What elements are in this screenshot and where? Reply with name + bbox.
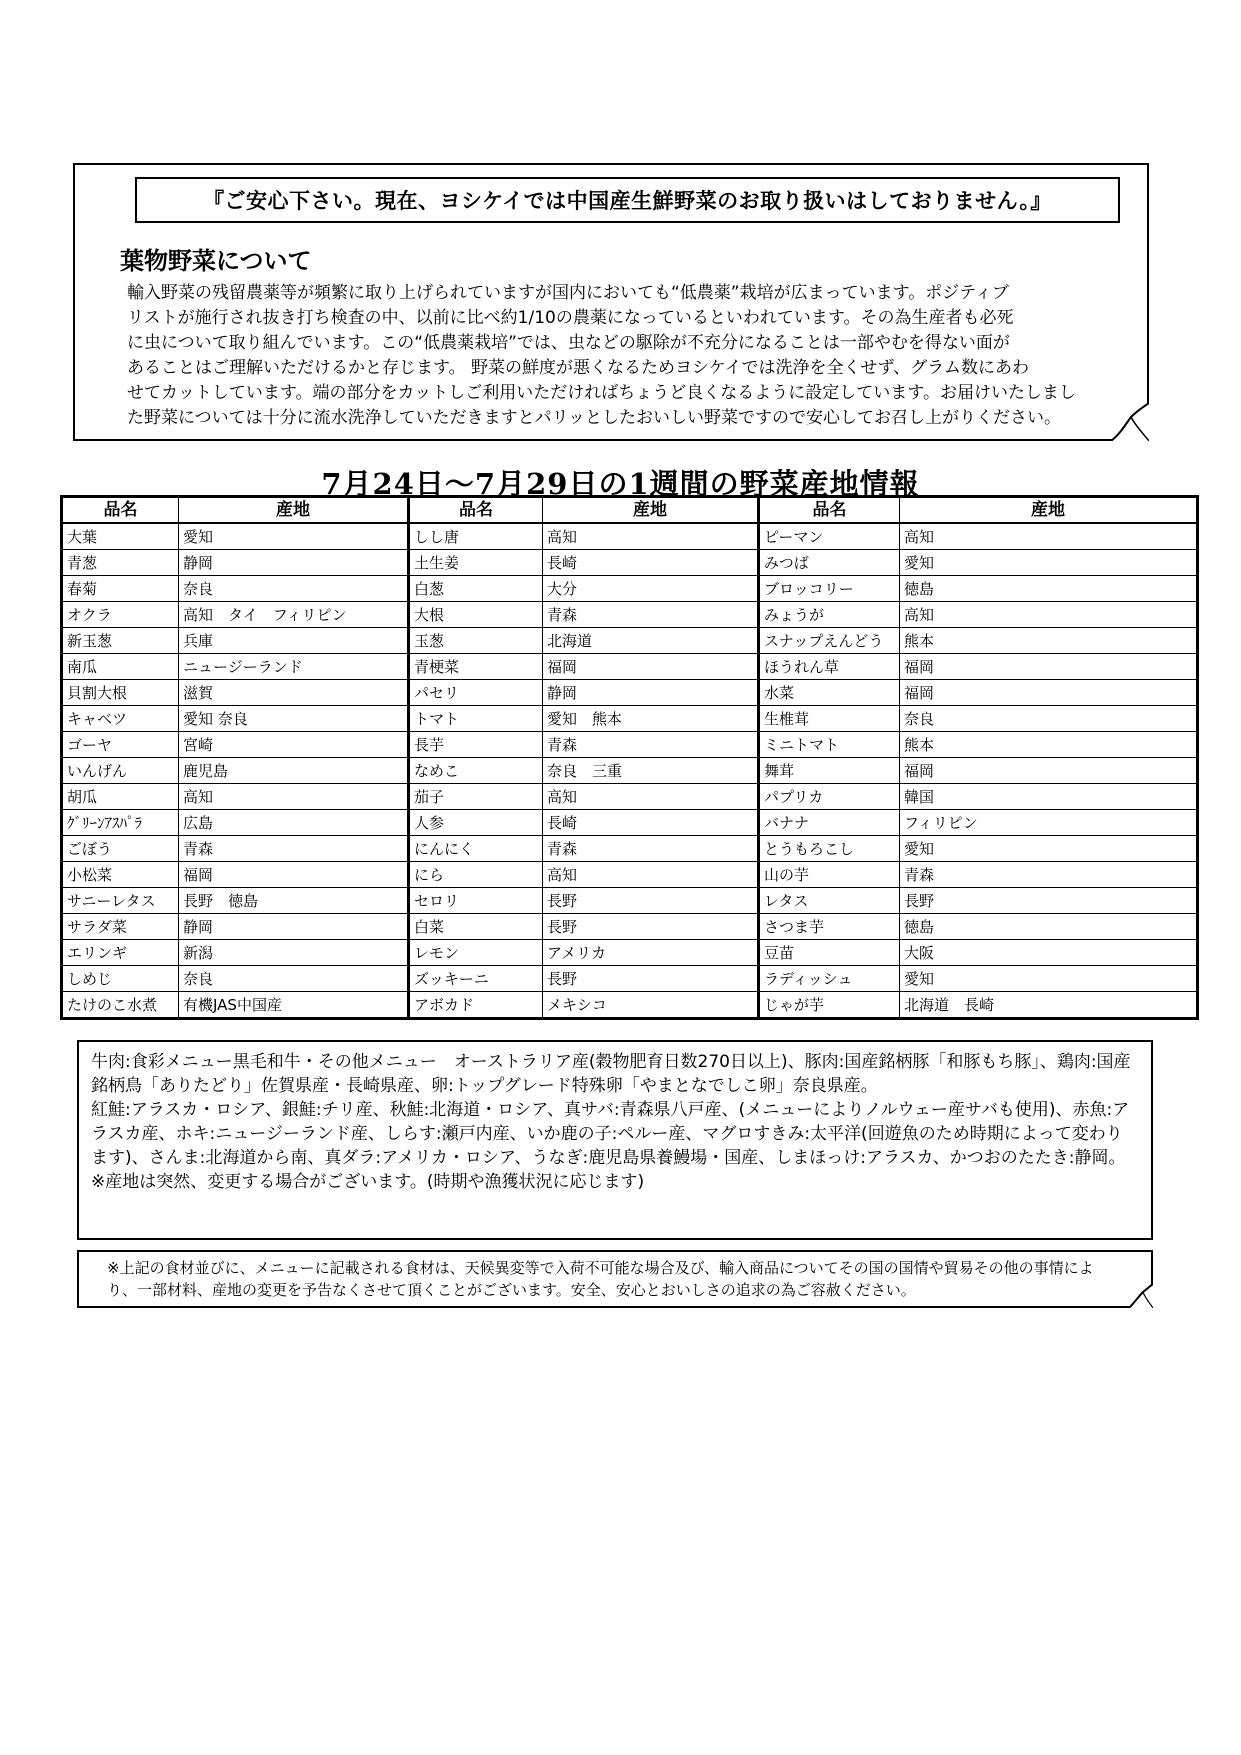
origin-cell: 青森 bbox=[179, 836, 409, 862]
column-header-origin: 産地 bbox=[543, 497, 759, 524]
vegetable-name-cell: キャベツ bbox=[62, 706, 179, 732]
origin-cell: 長野 徳島 bbox=[179, 888, 409, 914]
vegetable-name-cell: 青葱 bbox=[62, 550, 179, 576]
vegetable-name-cell: ごぼう bbox=[62, 836, 179, 862]
origin-cell: 福岡 bbox=[900, 654, 1198, 680]
origin-cell: 北海道 長崎 bbox=[900, 992, 1198, 1019]
origin-cell: 高知 タイ フィリピン bbox=[179, 602, 409, 628]
body-line: あることはご理解いただけるかと存じます。 野菜の鮮度が悪くなるためヨシケイでは洗浄を全くせず、グラム数にあわ bbox=[127, 358, 1029, 378]
origin-cell: 熊本 bbox=[900, 732, 1198, 758]
vegetable-name-cell: ミニトマト bbox=[759, 732, 900, 758]
vegetable-name-cell: 水菜 bbox=[759, 680, 900, 706]
vegetable-name-cell: エリンギ bbox=[62, 940, 179, 966]
origin-cell: 高知 bbox=[543, 784, 759, 810]
origin-cell: 奈良 bbox=[179, 576, 409, 602]
vegetable-name-cell: 春菊 bbox=[62, 576, 179, 602]
vegetable-name-cell: しめじ bbox=[62, 966, 179, 992]
meat-origin-text: 牛肉:食彩メニュー黒毛和牛・その他メニュー オーストラリア産(穀物肥育日数270日以上)、豚肉:国産銘柄豚「和豚もち豚」、鶏肉:国産銘柄鳥「ありたどり」佐賀県産・長崎県産、卵:トップグレード特殊卵「やまとなでしこ卵」奈良県産。 bbox=[91, 1052, 1131, 1096]
vegetable-name-cell: 白菜 bbox=[409, 914, 543, 940]
origin-cell: 長野 bbox=[543, 888, 759, 914]
vegetable-name-cell: 長芋 bbox=[409, 732, 543, 758]
origin-cell: 青森 bbox=[900, 862, 1198, 888]
notice-panel bbox=[73, 163, 1149, 441]
vegetable-name-cell: さつま芋 bbox=[759, 914, 900, 940]
column-header-origin: 産地 bbox=[900, 497, 1198, 524]
vegetable-name-cell: ピーマン bbox=[759, 523, 900, 550]
vegetable-name-cell: バナナ bbox=[759, 810, 900, 836]
origin-cell: 長崎 bbox=[543, 550, 759, 576]
vegetable-name-cell: 白葱 bbox=[409, 576, 543, 602]
table-row bbox=[62, 680, 1198, 706]
origin-cell: 青森 bbox=[543, 836, 759, 862]
vegetable-name-cell: 小松菜 bbox=[62, 862, 179, 888]
vegetable-name-cell: 大根 bbox=[409, 602, 543, 628]
origin-cell: 愛知 熊本 bbox=[543, 706, 759, 732]
origin-cell: 高知 bbox=[543, 523, 759, 550]
origin-cell: 福岡 bbox=[900, 680, 1198, 706]
vegetable-name-cell: 胡瓜 bbox=[62, 784, 179, 810]
vegetable-name-cell: 南瓜 bbox=[62, 654, 179, 680]
vegetable-name-cell: アボカド bbox=[409, 992, 543, 1019]
vegetable-name-cell: しし唐 bbox=[409, 523, 543, 550]
page-curl-icon bbox=[1111, 403, 1149, 441]
origin-cell: 奈良 bbox=[900, 706, 1198, 732]
origin-cell: 高知 bbox=[900, 602, 1198, 628]
origin-cell: 静岡 bbox=[179, 550, 409, 576]
vegetable-name-cell: 土生姜 bbox=[409, 550, 543, 576]
vegetable-name-cell: レモン bbox=[409, 940, 543, 966]
origin-cell: 愛知 奈良 bbox=[179, 706, 409, 732]
origin-cell: 福岡 bbox=[179, 862, 409, 888]
vegetable-name-cell: サニーレタス bbox=[62, 888, 179, 914]
meat-fish-origin-panel bbox=[77, 1040, 1153, 1240]
origin-cell: 長野 bbox=[900, 888, 1198, 914]
vegetable-name-cell: 貝割大根 bbox=[62, 680, 179, 706]
vegetable-name-cell: サラダ菜 bbox=[62, 914, 179, 940]
vegetable-name-cell: みょうが bbox=[759, 602, 900, 628]
table-row bbox=[62, 706, 1198, 732]
vegetable-name-cell: 新玉葱 bbox=[62, 628, 179, 654]
vegetable-name-cell: レタス bbox=[759, 888, 900, 914]
origin-cell: 北海道 bbox=[543, 628, 759, 654]
origin-cell: アメリカ bbox=[543, 940, 759, 966]
origin-cell: 大阪 bbox=[900, 940, 1198, 966]
origin-cell: 滋賀 bbox=[179, 680, 409, 706]
origin-cell: 静岡 bbox=[179, 914, 409, 940]
table-row bbox=[62, 888, 1198, 914]
origin-cell: 兵庫 bbox=[179, 628, 409, 654]
origin-cell: 青森 bbox=[543, 732, 759, 758]
column-header-name: 品名 bbox=[62, 497, 179, 524]
vegetable-name-cell: にら bbox=[409, 862, 543, 888]
vegetable-name-cell: 大葉 bbox=[62, 523, 179, 550]
table-row bbox=[62, 628, 1198, 654]
table-row bbox=[62, 550, 1198, 576]
table-row bbox=[62, 576, 1198, 602]
origin-change-note: ※産地は突然、変更する場合がございます。(時期や漁獲状況に応じます) bbox=[91, 1172, 645, 1192]
vegetable-name-cell: ラディッシュ bbox=[759, 966, 900, 992]
notice-banner: 『ご安心下さい。現在、ヨシケイでは中国産生鮮野菜のお取り扱いはしておりません。』 bbox=[135, 177, 1120, 223]
body-line: せてカットしています。端の部分をカットしご利用いただければちょうど良くなるように設定しています。お届けいたしまし bbox=[127, 383, 1076, 403]
vegetable-name-cell: スナップえんどう bbox=[759, 628, 900, 654]
origin-cell: 青森 bbox=[543, 602, 759, 628]
vegetable-name-cell: 青梗菜 bbox=[409, 654, 543, 680]
origin-cell: 愛知 bbox=[900, 836, 1198, 862]
origin-cell: 高知 bbox=[900, 523, 1198, 550]
origin-cell: 熊本 bbox=[900, 628, 1198, 654]
origin-cell: 長野 bbox=[543, 966, 759, 992]
vegetable-name-cell: たけのこ水煮 bbox=[62, 992, 179, 1019]
table-row bbox=[62, 914, 1198, 940]
vegetable-name-cell: トマト bbox=[409, 706, 543, 732]
vegetable-name-cell: 豆苗 bbox=[759, 940, 900, 966]
vegetable-name-cell: いんげん bbox=[62, 758, 179, 784]
vegetable-name-cell: パセリ bbox=[409, 680, 543, 706]
vegetable-name-cell: セロリ bbox=[409, 888, 543, 914]
table-row bbox=[62, 602, 1198, 628]
vegetable-name-cell: ほうれん草 bbox=[759, 654, 900, 680]
body-line: た野菜については十分に流水洗浄していただきますとパリッとしたおいしい野菜ですので安心してお召し上がりください。 bbox=[127, 408, 1061, 428]
vegetable-name-cell: ブロッコリー bbox=[759, 576, 900, 602]
column-header-origin: 産地 bbox=[179, 497, 409, 524]
vegetable-name-cell: じゃが芋 bbox=[759, 992, 900, 1019]
section-heading: 葉物野菜について bbox=[120, 247, 312, 275]
origin-cell: 鹿児島 bbox=[179, 758, 409, 784]
vegetable-origin-table bbox=[60, 495, 1199, 1020]
vegetable-name-cell: 舞茸 bbox=[759, 758, 900, 784]
vegetable-name-cell: とうもろこし bbox=[759, 836, 900, 862]
origin-cell: 長野 bbox=[543, 914, 759, 940]
origin-cell: 奈良 bbox=[179, 966, 409, 992]
origin-cell: ニュージーランド bbox=[179, 654, 409, 680]
origin-cell: 広島 bbox=[179, 810, 409, 836]
origin-cell: メキシコ bbox=[543, 992, 759, 1019]
origin-cell: 徳島 bbox=[900, 914, 1198, 940]
vegetable-name-cell: にんにく bbox=[409, 836, 543, 862]
fish-origin-text: 紅鮭:アラスカ・ロシア、銀鮭:チリ産、秋鮭:北海道・ロシア、真サバ:青森県八戸産、(メニューによりノルウェー産サバも使用)、赤魚:アラスカ産、ホキ:ニュージーランド産、しらす:瀬戸内産、いか鹿の子:ペルー産、マグロすきみ:太平洋(回遊魚のため時期によって変わります)、さんま:北海道から南、真ダラ:アメリカ・ロシア、うなぎ:鹿児島県養鰻場・国産、しまほっけ:アラスカ、かつおのたたき:静岡。 bbox=[91, 1100, 1130, 1168]
origin-cell: 大分 bbox=[543, 576, 759, 602]
origin-cell: フィリピン bbox=[900, 810, 1198, 836]
body-line: リストが施行され抜き打ち検査の中、以前に比べ約1/10の農薬になっているといわれています。その為生産者も必死 bbox=[127, 308, 1014, 328]
vegetable-name-cell: なめこ bbox=[409, 758, 543, 784]
vegetable-name-cell: ゴーヤ bbox=[62, 732, 179, 758]
vegetable-name-cell: オクラ bbox=[62, 602, 179, 628]
table-row bbox=[62, 810, 1198, 836]
vegetable-name-cell: 玉葱 bbox=[409, 628, 543, 654]
table-row bbox=[62, 654, 1198, 680]
table-title: 7月24日～7月29日の1週間の野菜産地情報 bbox=[321, 467, 920, 501]
body-line: 輸入野菜の残留農薬等が頻繁に取り上げられていますが国内においても“低農薬”栽培が広まっています。ポジティブ bbox=[127, 283, 1009, 303]
vegetable-name-cell: みつば bbox=[759, 550, 900, 576]
vegetable-name-cell: 茄子 bbox=[409, 784, 543, 810]
page-curl-icon bbox=[1129, 1284, 1153, 1308]
origin-cell: 福岡 bbox=[543, 654, 759, 680]
table-row bbox=[62, 836, 1198, 862]
origin-cell: 韓国 bbox=[900, 784, 1198, 810]
table-row bbox=[62, 966, 1198, 992]
table-row bbox=[62, 784, 1198, 810]
table-row bbox=[62, 758, 1198, 784]
origin-cell: 徳島 bbox=[900, 576, 1198, 602]
table-header-row bbox=[62, 497, 1198, 524]
table-row bbox=[62, 992, 1198, 1019]
table-row bbox=[62, 732, 1198, 758]
origin-cell: 静岡 bbox=[543, 680, 759, 706]
origin-cell: 愛知 bbox=[179, 523, 409, 550]
origin-cell: 愛知 bbox=[900, 550, 1198, 576]
vegetable-name-cell: 生椎茸 bbox=[759, 706, 900, 732]
table-row bbox=[62, 523, 1198, 550]
origin-cell: 高知 bbox=[179, 784, 409, 810]
disclaimer-text: ※上記の食材並びに、メニューに記載される食材は、天候異変等で入荷不可能な場合及び、輸入商品についてその国の国情や貿易その他の事情により、一部材料、産地の変更を予告なくさせて頂くことがございます。安全、安心とおいしさの追求の為ご容赦ください。 bbox=[107, 1259, 1094, 1299]
body-text bbox=[127, 281, 1127, 431]
table-row bbox=[62, 940, 1198, 966]
column-header-name: 品名 bbox=[409, 497, 543, 524]
origin-cell: 新潟 bbox=[179, 940, 409, 966]
origin-cell: 有機JAS中国産 bbox=[179, 992, 409, 1019]
origin-cell: 宮崎 bbox=[179, 732, 409, 758]
vegetable-name-cell: ズッキーニ bbox=[409, 966, 543, 992]
origin-cell: 高知 bbox=[543, 862, 759, 888]
origin-cell: 福岡 bbox=[900, 758, 1198, 784]
column-header-name: 品名 bbox=[759, 497, 900, 524]
vegetable-name-cell: 山の芋 bbox=[759, 862, 900, 888]
disclaimer-panel bbox=[77, 1250, 1153, 1308]
origin-cell: 奈良 三重 bbox=[543, 758, 759, 784]
body-line: に虫について取り組んでいます。この“低農薬栽培”では、虫などの駆除が不充分になることは一部やむを得ない面が bbox=[127, 333, 1010, 353]
origin-cell: 愛知 bbox=[900, 966, 1198, 992]
vegetable-name-cell: ｸﾞﾘｰﾝｱｽﾊﾟﾗ bbox=[62, 810, 179, 836]
vegetable-name-cell: パプリカ bbox=[759, 784, 900, 810]
table-row bbox=[62, 862, 1198, 888]
vegetable-name-cell: 人参 bbox=[409, 810, 543, 836]
origin-cell: 長崎 bbox=[543, 810, 759, 836]
